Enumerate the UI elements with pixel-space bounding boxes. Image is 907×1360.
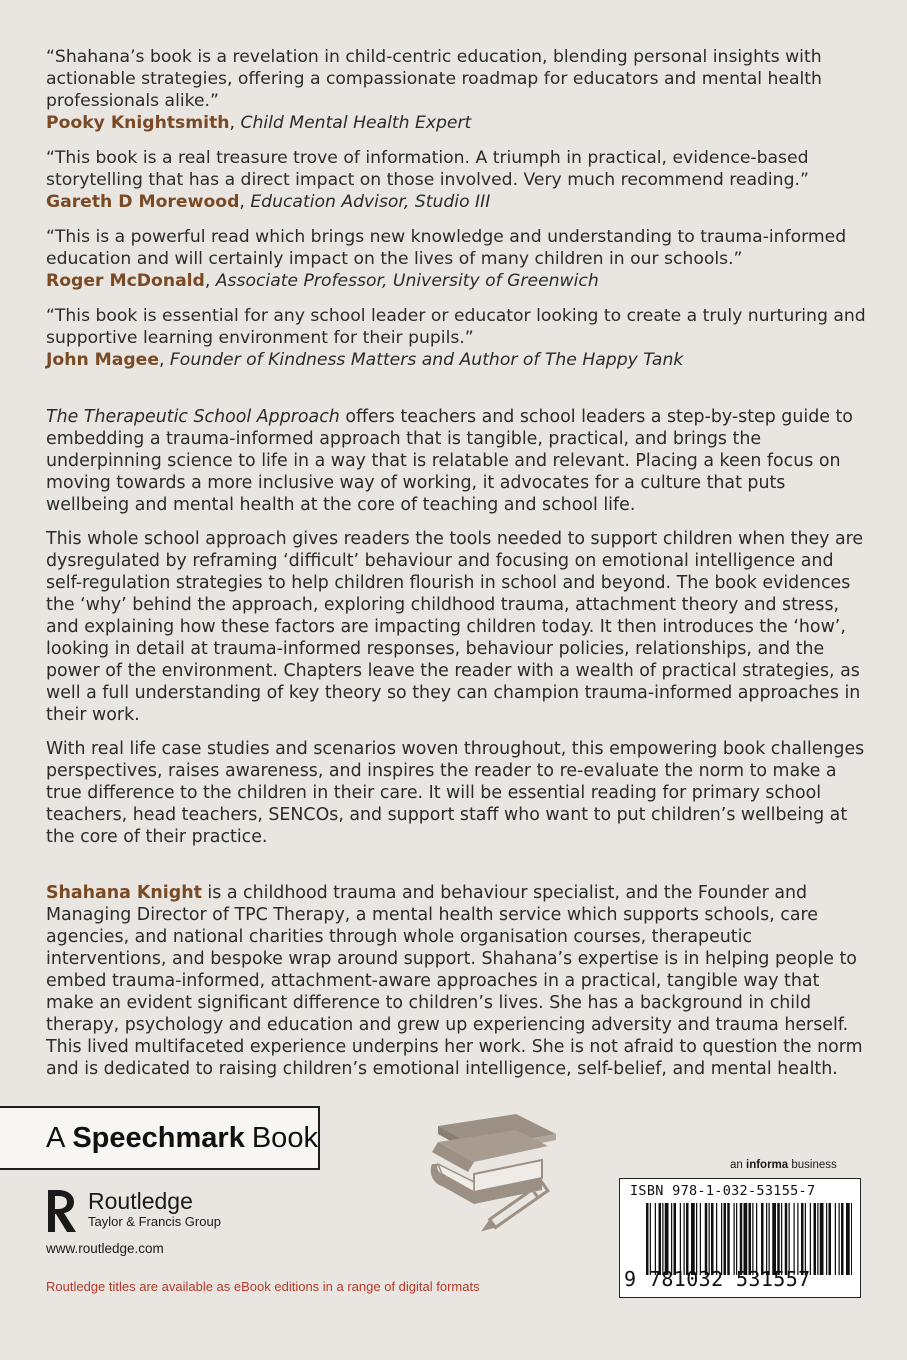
isbn-digits: 9 781032 531557 <box>624 1267 811 1291</box>
barcode-bar <box>841 1203 844 1275</box>
barcode-bar <box>680 1203 681 1275</box>
barcode-bar <box>756 1203 757 1275</box>
review-1: “Shahana’s book is a revelation in child-centric education, blending personal insights with actionable strategies, offering a compassionate roadmap for educators and mental health professionals alike.” Pooky Knightsmith, Child Mental Health Expert <box>46 47 822 133</box>
reviewer-role: Education Advisor, Studio III <box>250 192 491 212</box>
review-text: “This book is a real treasure trove of information. A triumph in practical, evidence-based storytelling that has a direct impact on those involved. Very much recommend reading.” <box>46 148 809 190</box>
barcode-bar <box>744 1203 748 1275</box>
barcode-bar <box>721 1203 722 1275</box>
reviewer-name: Gareth D Morewood <box>46 192 240 212</box>
imprint-a: A <box>46 1121 66 1154</box>
barcode-bar <box>814 1203 817 1275</box>
barcode-bar <box>734 1203 735 1275</box>
publisher-url[interactable]: www.routledge.com <box>46 1241 164 1256</box>
barcode-bar <box>797 1203 798 1275</box>
publisher-name: Routledge <box>88 1188 193 1214</box>
barcode-bar <box>777 1203 780 1275</box>
barcode-bar <box>805 1203 806 1275</box>
reviewer-name: Pooky Knightsmith <box>46 113 230 133</box>
barcode-bar <box>727 1203 730 1275</box>
books-with-pencil-icon <box>428 1112 558 1232</box>
barcode-bar <box>700 1203 701 1275</box>
barcode-bar <box>650 1203 651 1275</box>
review-text: “This book is essential for any school leader or educator looking to create a truly nurturing and supportive learning environment for their pupils.” <box>46 306 866 348</box>
speechmark-imprint <box>0 1106 320 1170</box>
description-paragraph-2: This whole school approach gives readers the tools needed to support children when they are dysregulated by reframing ‘difficult’ behaviour and focusing on emotional intelligence and self-regulation strategies to help children flourish in school and beyond. The book evidences the ‘why’ behind the approach, exploring childhood trauma, attachment theory and stress, and explaining how these factors are impacting children today. It then introduces the ‘how’, looking in detail at trauma-informed responses, behaviour policies, relationships, and the power of the environment. Chapters leave the reader with a wealth of practical strategies, as well a full understanding of key theory so they can champion trauma-informed approaches in their work. <box>46 529 864 725</box>
barcode-bar <box>766 1203 767 1275</box>
review-2: “This book is a real treasure trove of information. A triumph in practical, evidence-based storytelling that has a direct impact on those involved. Very much recommend reading.” Gareth D Morewood, Education Advisor, Studio III <box>46 148 809 212</box>
barcode-bar <box>684 1203 685 1275</box>
barcode-bar <box>794 1203 795 1275</box>
author-name: Shahana Knight <box>46 883 202 903</box>
reviewer-role: Child Mental Health Expert <box>240 113 472 133</box>
barcode-bar <box>665 1203 669 1275</box>
reviewer-role: Associate Professor, University of Greenwich <box>215 271 599 291</box>
barcode-bar <box>646 1203 649 1275</box>
review-4: “This book is essential for any school leader or educator looking to create a truly nurturing and supportive learning environment for their pupils.” John Magee, Founder of Kindness Matters and Author of The Happy Tank <box>46 306 866 370</box>
barcode-bar <box>659 1203 662 1275</box>
description-text: offers teachers and school leaders a step-by-step guide to embedding a trauma-informed approach that is tangible, practical, and brings the underpinning science to life in a way that is relatable and relevant. Placing a keen focus on moving towards a more inclusive way of working, it advocates for a culture that puts wellbeing and mental health at the core of teaching and school life. <box>46 407 853 515</box>
back-cover-text <box>46 46 866 1092</box>
routledge-logo-icon <box>46 1188 80 1234</box>
barcode-bar <box>839 1203 840 1275</box>
review-text: “Shahana’s book is a revelation in child-centric education, blending personal insights with actionable strategies, offering a compassionate roadmap for educators and mental health professionals alike.” <box>46 47 822 111</box>
barcode-bar <box>769 1203 770 1275</box>
publisher-block <box>46 1188 221 1234</box>
barcode-bar <box>705 1203 708 1275</box>
barcode-bar <box>772 1203 776 1275</box>
barcode-bar <box>817 1203 818 1275</box>
imprint-book: Book <box>251 1121 318 1154</box>
barcode-bar <box>662 1203 663 1275</box>
barcode-bar <box>835 1203 836 1275</box>
ebook-note: Routledge titles are available as eBook editions in a range of digital formats <box>46 1279 480 1294</box>
barcode-bar <box>829 1203 832 1275</box>
barcode-bar <box>711 1203 714 1275</box>
author-bio <box>46 882 866 1080</box>
barcode-bar <box>846 1203 850 1275</box>
barcode-bar <box>724 1203 727 1275</box>
barcode-bar <box>810 1203 811 1275</box>
barcode-bar <box>736 1203 737 1275</box>
barcode-bar <box>752 1203 753 1275</box>
barcode-bar <box>826 1203 827 1275</box>
barcode-bar <box>709 1203 710 1275</box>
imprint-series: Speechmark <box>72 1121 245 1154</box>
barcode-bar <box>671 1203 672 1275</box>
publisher-group: Taylor & Francis Group <box>88 1214 221 1229</box>
reviewer-name: John Magee <box>46 350 159 370</box>
description-paragraph-1 <box>46 406 866 516</box>
isbn-barcode <box>619 1178 861 1298</box>
barcode-bar <box>851 1203 852 1275</box>
informa-tagline: an informa business <box>730 1159 837 1171</box>
book-title: The Therapeutic School Approach <box>46 407 340 427</box>
barcode-bar <box>740 1203 743 1275</box>
barcode-bars <box>646 1203 852 1275</box>
barcode-bar <box>820 1203 824 1275</box>
barcode-bar <box>691 1203 695 1275</box>
review-text: “This is a powerful read which brings new knowledge and understanding to trauma-informed education and will certainly impact on the lives of many children in our schools.” <box>46 227 847 269</box>
reviewer-name: Roger McDonald <box>46 271 205 291</box>
barcode-bar <box>686 1203 689 1275</box>
reviewer-role: Founder of Kindness Matters and Author of The Happy Tank <box>169 350 684 370</box>
isbn-label: ISBN 978-1-032-53155-7 <box>630 1183 816 1199</box>
barcode-bar <box>789 1203 790 1275</box>
barcode-bar <box>716 1203 717 1275</box>
barcode-bar <box>696 1203 697 1275</box>
barcode-bar <box>749 1203 752 1275</box>
description-paragraph-3: With real life case studies and scenarios woven throughout, this empowering book challenges perspectives, raises awareness, and inspires the reader to re-evaluate the norm to make a true difference to the children in their care. It will be essential reading for primary school teachers, head teachers, SENCOs, and support staff who want to put children’s wellbeing at the core of their practice. <box>46 739 865 847</box>
barcode-bar <box>785 1203 788 1275</box>
barcode-bar <box>761 1203 764 1275</box>
barcode-bar <box>674 1203 677 1275</box>
barcode-bar <box>655 1203 656 1275</box>
barcode-bar <box>781 1203 782 1275</box>
review-3: “This is a powerful read which brings new knowledge and understanding to trauma-informed education and will certainly impact on the lives of many children in our schools.” Roger McDonald, Associate Professor, University of Greenwich <box>46 227 847 291</box>
barcode-bar <box>801 1203 804 1275</box>
author-bio-text: is a childhood trauma and behaviour specialist, and the Founder and Managing Director of TPC Therapy, a mental health service which supports schools, care agencies, and national charities through whole organisation courses, therapeutic interventions, and bespoke wrap around support. Shahana’s expertise is in helping people to embed trauma-informed, attachment-aware approaches in a practical, tangible way that make an evident significant difference to children’s lives. She has a background in child therapy, psychology and education and grew up experiencing adversity and trauma herself. This lived multifaceted experience underpins her work. She is not afraid to question the norm and is dedicated to raising children’s emotional intelligence, self-belief, and mental health. <box>46 883 863 1079</box>
